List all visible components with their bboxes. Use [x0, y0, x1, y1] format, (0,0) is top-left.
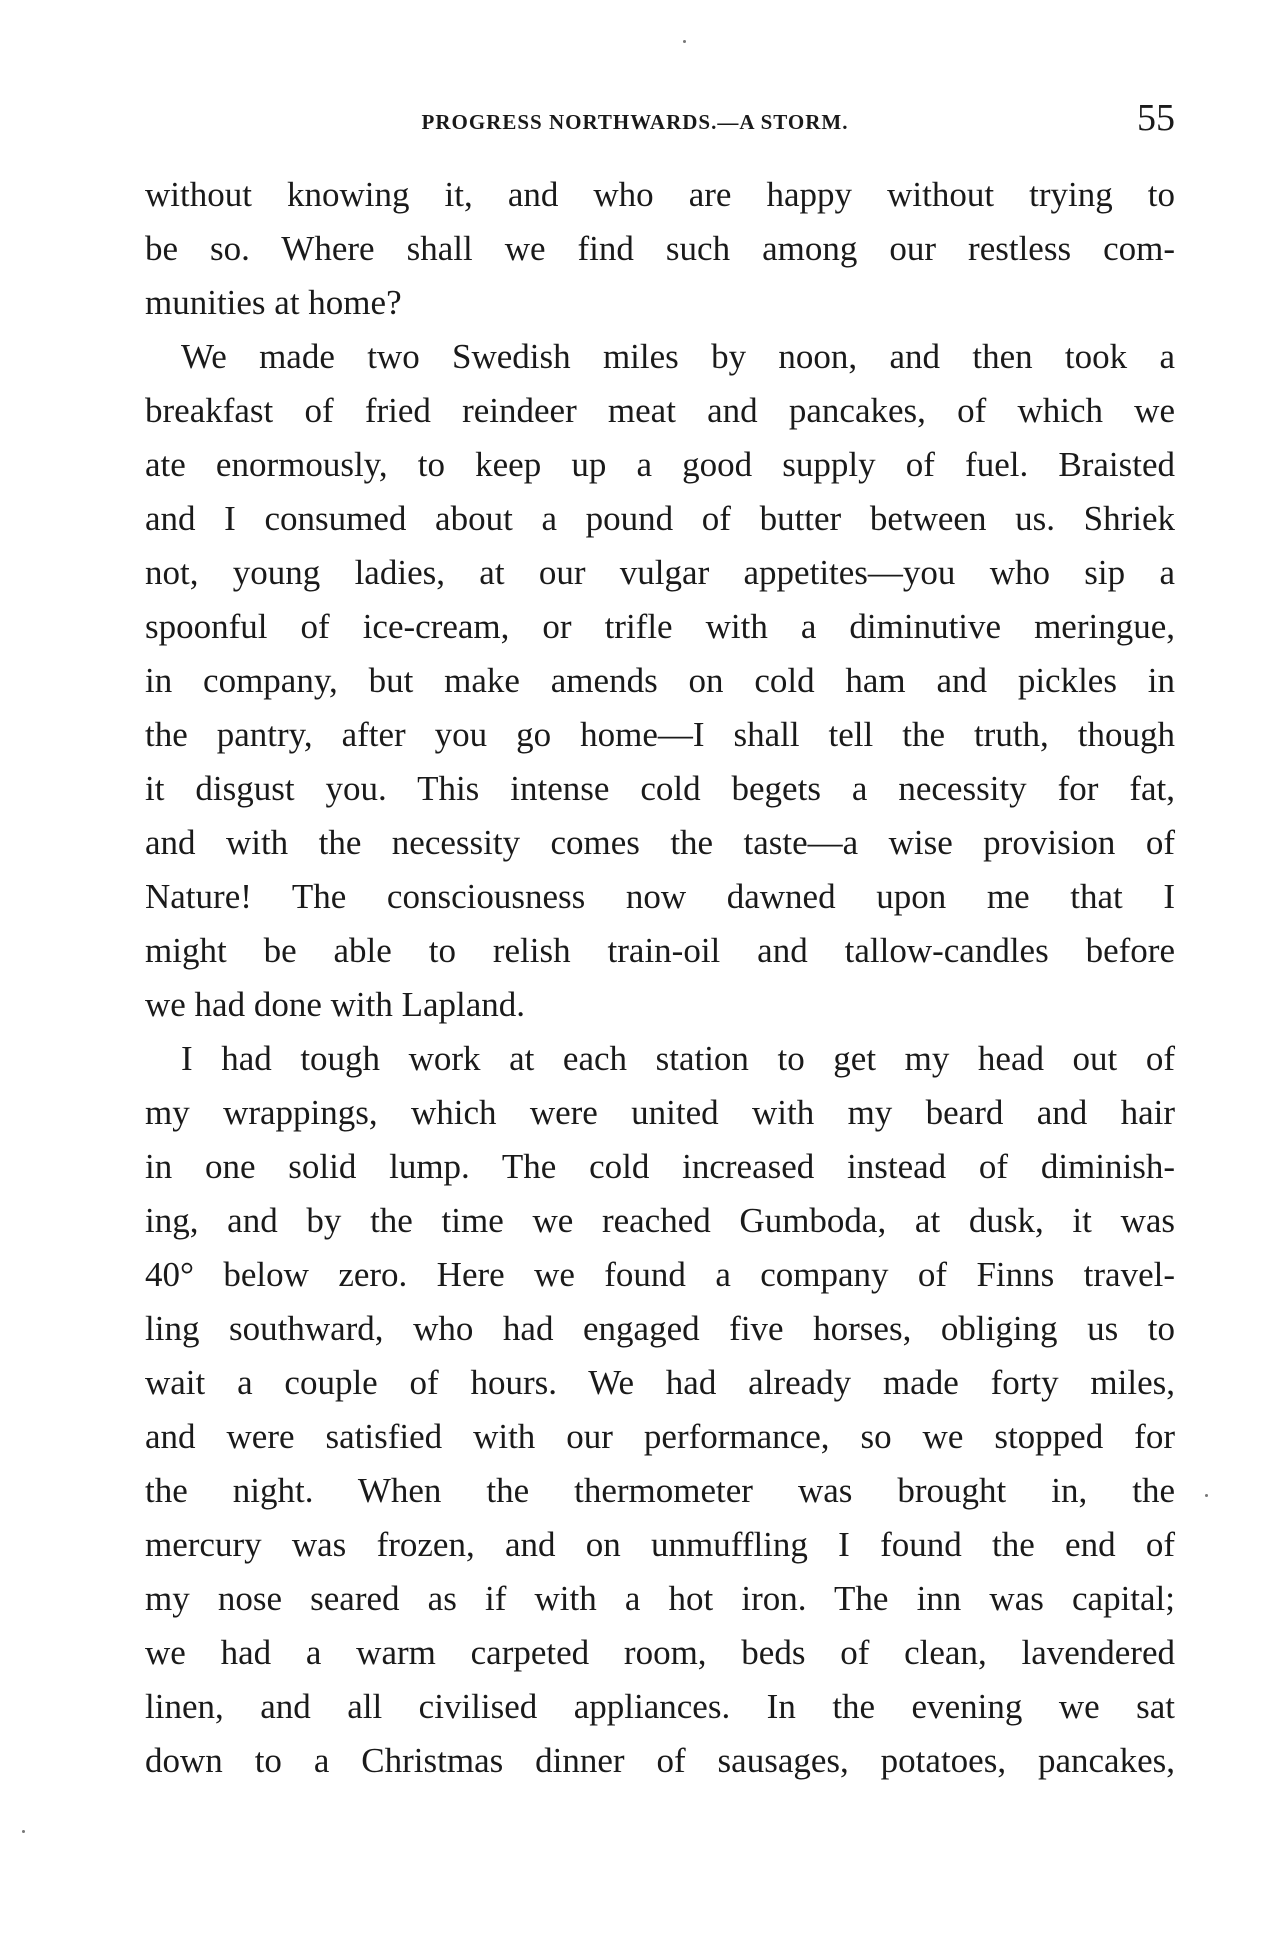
text-line: down to a Christmas dinner of sausages, potatoes, pancakes, — [145, 1741, 1175, 1780]
text-line: Nature! The consciousness now dawned upon me that I — [145, 877, 1175, 916]
running-head — [145, 96, 1175, 146]
text-line: my nose seared as if with a hot iron. The inn was capital; — [145, 1579, 1175, 1618]
text-line: linen, and all civilised appliances. In the evening we sat — [145, 1687, 1175, 1726]
text-line: in one solid lump. The cold increased instead of diminish- — [145, 1147, 1175, 1186]
text-line: it disgust you. This intense cold begets a necessity for fat, — [145, 769, 1175, 808]
text-line: my wrappings, which were united with my beard and hair — [145, 1093, 1175, 1132]
text-line: the night. When the thermometer was brought in, the — [145, 1471, 1175, 1510]
text-line: ate enormously, to keep up a good supply of fuel. Braisted — [145, 445, 1175, 484]
paper-speck — [683, 40, 686, 43]
text-line: in company, but make amends on cold ham and pickles in — [145, 661, 1175, 700]
text-line: munities at home? — [145, 283, 402, 322]
running-title: PROGRESS NORTHWARDS.—A STORM. — [421, 110, 849, 134]
text-line: mercury was frozen, and on unmuffling I found the end of — [145, 1525, 1175, 1564]
text-line: We made two Swedish miles by noon, and then took a — [181, 337, 1175, 376]
text-line: ling southward, who had engaged five horses, obliging us to — [145, 1309, 1175, 1348]
text-line: we had a warm carpeted room, beds of clean, lavendered — [145, 1633, 1175, 1672]
paper-speck — [1205, 1494, 1208, 1497]
text-line: spoonful of ice-cream, or trifle with a diminutive meringue, — [145, 607, 1175, 646]
text-line: I had tough work at each station to get my head out of — [181, 1039, 1175, 1078]
page-number: 55 — [1137, 97, 1175, 139]
text-line: without knowing it, and who are happy without trying to — [145, 175, 1175, 214]
text-line: we had done with Lapland. — [145, 985, 526, 1024]
text-line: breakfast of fried reindeer meat and pancakes, of which we — [145, 391, 1175, 430]
text-line: be so. Where shall we find such among our restless com- — [145, 229, 1175, 268]
text-line: and with the necessity comes the taste—a wise provision of — [145, 823, 1175, 862]
text-line: wait a couple of hours. We had already made forty miles, — [145, 1363, 1175, 1402]
text-line: and were satisfied with our performance, so we stopped for — [145, 1417, 1175, 1456]
text-line: might be able to relish train-oil and tallow-candles before — [145, 931, 1175, 970]
paper-speck — [22, 1830, 25, 1833]
text-line: 40° below zero. Here we found a company of Finns travel- — [145, 1255, 1175, 1294]
text-line: the pantry, after you go home—I shall tell the truth, though — [145, 715, 1175, 754]
text-line: and I consumed about a pound of butter between us. Shriek — [145, 499, 1175, 538]
text-line: ing, and by the time we reached Gumboda, at dusk, it was — [145, 1201, 1175, 1240]
text-line: not, young ladies, at our vulgar appetites—you who sip a — [145, 553, 1175, 592]
body-text — [145, 168, 1175, 1788]
